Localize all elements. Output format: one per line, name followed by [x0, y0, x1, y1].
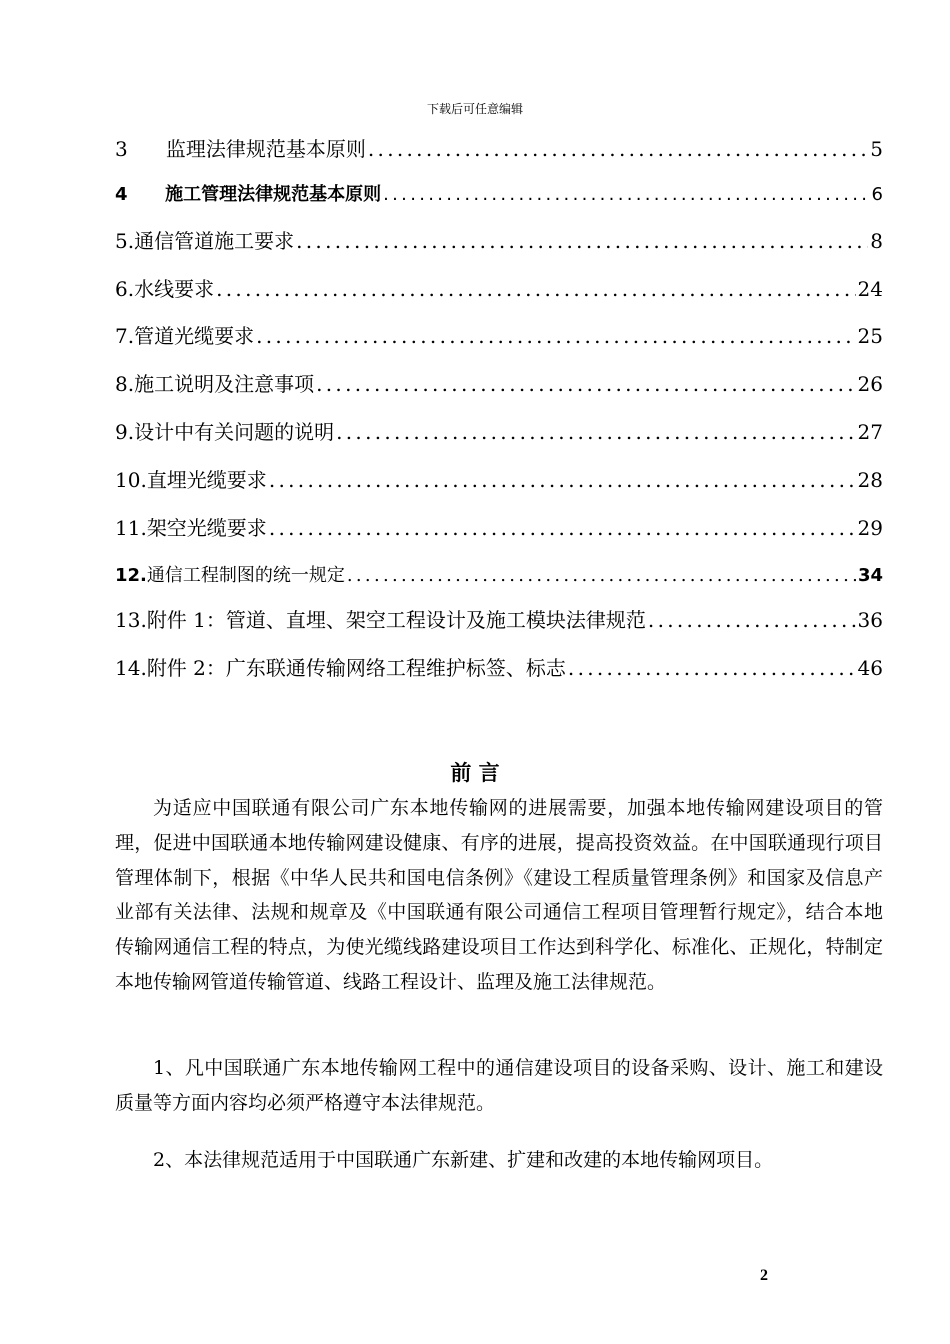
- toc-entry-title: 直埋光缆要求: [146, 468, 267, 492]
- toc-entry-page: 8: [870, 229, 883, 253]
- toc-dot-leader: [216, 273, 855, 305]
- toc-entry-title: 架空光缆要求: [146, 516, 267, 540]
- toc-dot-leader: [383, 179, 869, 211]
- toc-dot-leader: [336, 416, 855, 448]
- toc-entry-title: 管道光缆要求: [134, 324, 255, 348]
- toc-entry-4[interactable]: [115, 179, 883, 211]
- toc-dot-leader: [269, 464, 856, 496]
- toc-entry-number: 3: [115, 137, 166, 161]
- toc-entry-14[interactable]: [115, 652, 883, 684]
- toc-entry-page: 46: [857, 656, 883, 680]
- toc-dot-leader: [347, 560, 856, 592]
- toc-entry-number: 14.: [115, 656, 147, 680]
- toc-entry-title: 施工说明及注意事项: [134, 372, 315, 396]
- toc-entry-page: 25: [857, 324, 883, 348]
- page-number: 2: [760, 1267, 768, 1284]
- preface-heading: 前 言: [450, 761, 500, 785]
- toc-entry-page: 28: [857, 468, 883, 492]
- page-header-note: 下载后可任意编辑: [426, 102, 523, 116]
- toc-entry-10[interactable]: [115, 464, 883, 496]
- toc-entry-13[interactable]: [115, 604, 883, 636]
- toc-entry-title: 通信工程制图的统一规定: [146, 565, 345, 586]
- toc-entry-number: 7.: [115, 324, 135, 348]
- toc-entry-page: 36: [857, 608, 883, 632]
- toc-entry-5[interactable]: [115, 225, 883, 257]
- toc-entry-page: 24: [857, 277, 883, 301]
- toc-dot-leader: [256, 320, 855, 352]
- toc-entry-page: 34: [857, 565, 883, 586]
- toc-dot-leader: [296, 225, 868, 257]
- toc-dot-leader: [568, 652, 856, 684]
- toc-entry-number: 4: [115, 184, 166, 205]
- toc-entry-title: 监理法律规范基本原则: [165, 137, 366, 161]
- toc-entry-title: 水线要求: [134, 277, 215, 301]
- toc-entry-page: 29: [857, 516, 883, 540]
- toc-entry-page: 27: [857, 420, 883, 444]
- toc-entry-number: 6.: [115, 277, 135, 301]
- toc-entry-title: 附件 1：管道、直埋、架空工程设计及施工模块法律规范: [146, 608, 646, 632]
- toc-dot-leader: [368, 133, 868, 165]
- toc-entry-page: 5: [870, 137, 883, 161]
- toc-entry-number: 12.: [115, 565, 147, 586]
- toc-entry-number: 8.: [115, 372, 135, 396]
- toc-entry-3[interactable]: [115, 133, 883, 165]
- toc-dot-leader: [648, 604, 856, 636]
- toc-entry-11[interactable]: [115, 512, 883, 544]
- toc-entry-title: 施工管理法律规范基本原则: [165, 184, 382, 205]
- toc-entry-title: 设计中有关问题的说明: [134, 420, 335, 444]
- preface-paragraph-3: 2、本法律规范适用于中国联通广东新建、扩建和改建的本地传输网项目。: [153, 1149, 774, 1171]
- toc-entry-page: 26: [857, 372, 883, 396]
- preface-paragraph-1: 为适应中国联通有限公司广东本地传输网的进展需要，加强本地传输网建设项目的管理，促进中国联通本地传输网建设健康、有序的进展，提高投资效益。在中国联通现行项目管理体制下，根据《中华人民共和国电信条例》《建设工程质量管理条例》和国家及信息产业部有关法律、法规和规章及《中国联通有限公司通信工程项目管理暂行规定》，结合本地传输网通信工程的特点，为使光缆线路建设项目工作达到科学化、标准化、正规化，特制定本地传输网管道传输管道、线路工程设计、监理及施工法律规范。: [115, 797, 883, 993]
- toc-entry-number: 11.: [115, 516, 147, 540]
- toc-entry-6[interactable]: [115, 273, 883, 305]
- toc-entry-page: 6: [871, 184, 883, 205]
- toc-entry-number: 9.: [115, 420, 135, 444]
- toc-entry-8[interactable]: [115, 368, 883, 400]
- toc-entry-7[interactable]: [115, 320, 883, 352]
- toc-entry-number: 5.: [115, 229, 135, 253]
- toc-dot-leader: [316, 368, 855, 400]
- preface-paragraph-2: 1、凡中国联通广东本地传输网工程中的通信建设项目的设备采购、设计、施工和建设质量等方面内容均必须严格遵守本法律规范。: [115, 1057, 883, 1114]
- toc-entry-9[interactable]: [115, 416, 883, 448]
- toc-dot-leader: [269, 512, 856, 544]
- toc-entry-title: 附件 2：广东联通传输网络工程维护标签、标志: [146, 656, 566, 680]
- toc-entry-12[interactable]: [115, 560, 883, 592]
- toc-entry-title: 通信管道施工要求: [134, 229, 295, 253]
- toc-entry-number: 13.: [115, 608, 147, 632]
- toc-entry-number: 10.: [115, 468, 147, 492]
